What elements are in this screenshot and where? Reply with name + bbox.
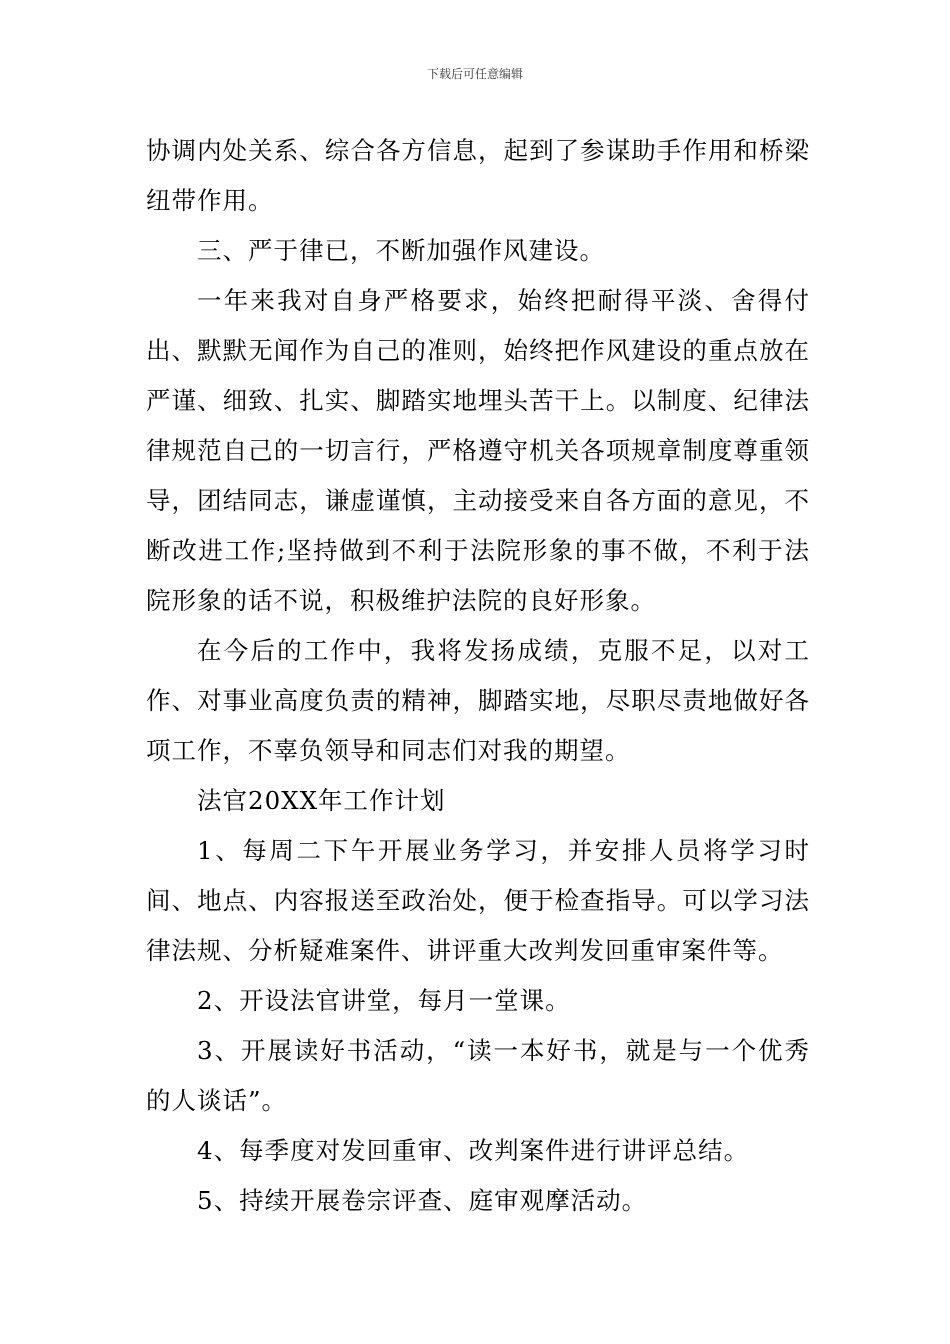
document-body xyxy=(146,126,810,1226)
plan-item-5: 5、持续开展卷宗评查、庭审观摩活动。 xyxy=(197,1186,648,1215)
plan-item-3: 3、开展读好书活动，“读一本好书，就是与一个优秀的人谈话”。 xyxy=(146,1036,810,1115)
section-heading-3: 三、严于律已，不断加强作风建设。 xyxy=(197,236,605,265)
plan-item-4: 4、每季度对发回重审、改判案件进行讲评总结。 xyxy=(197,1136,750,1165)
paragraph-3: 一年来我对自身严格要求，始终把耐得平淡、舍得付出、默默无闻作为自己的准则，始终把作风建设的重点放在严谨、细致、扎实、脚踏实地埋头苦干上。以制度、纪律法律规范自己的一切言行，严格遵守机关各项规章制度尊重领导，团结同志，谦虚谨慎，主动接受来自各方面的意见，不断改进工作;坚持做到不利于法院形象的事不做，不利于法院形象的话不说，积极维护法院的良好形象。 xyxy=(146,286,810,615)
plan-title: 法官20XX年工作计划 xyxy=(197,786,446,815)
plan-item-2: 2、开设法官讲堂，每月一堂课。 xyxy=(197,986,571,1015)
page-header-note: 下载后可任意编辑 xyxy=(426,67,523,81)
paragraph-4: 在今后的工作中，我将发扬成绩，克服不足，以对工作、对事业高度负责的精神，脚踏实地，尽职尽责地做好各项工作，不辜负领导和同志们对我的期望。 xyxy=(146,636,810,765)
paragraph-1: 协调内处关系、综合各方信息，起到了参谋助手作用和桥梁纽带作用。 xyxy=(146,136,810,215)
plan-item-1: 1、每周二下午开展业务学习，并安排人员将学习时间、地点、内容报送至政治处，便于检查指导。可以学习法律法规、分析疑难案件、讲评重大改判发回重审案件等。 xyxy=(146,836,810,965)
